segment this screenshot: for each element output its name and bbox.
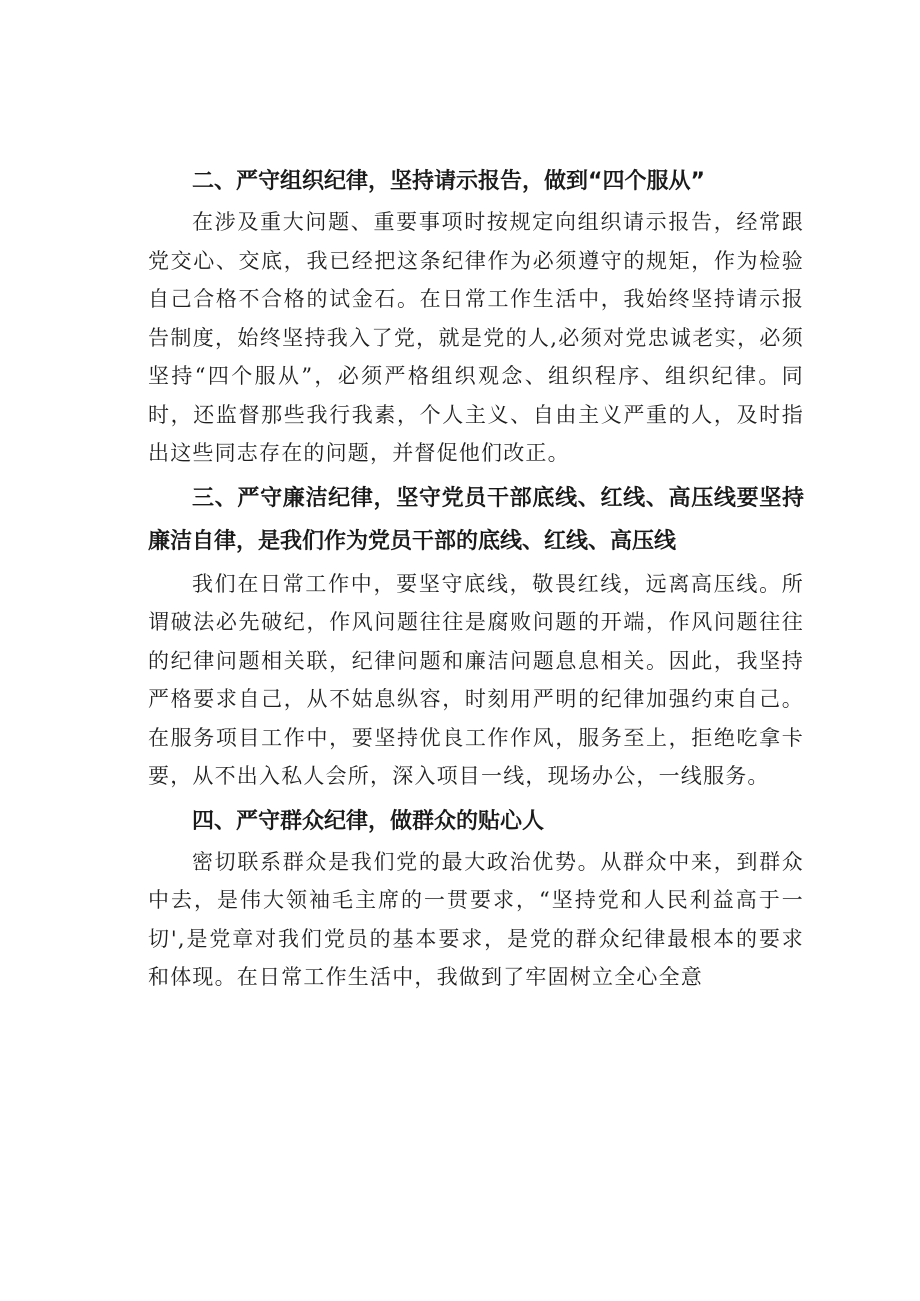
section-heading-mass-discipline: 四、严守群众纪律，做群众的贴心人 (192, 808, 545, 834)
section-heading-organization-discipline: 二、严守组织纪律，坚持请示报告，做到“四个服从” (192, 169, 705, 194)
section-paragraph-organization-discipline: 在涉及重大问题、重要事项时按规定向组织请示报告，经常跟党交心、交底，我已经把这条纪律作为必须遵守的规矩，作为检验自己合格不合格的试金石。在日常工作生活中，我始终坚持请示报告制度，始终坚持我入了党，就是党的人,必须对党忠诚老实，必须坚持“四个服从”，必须严格组织观念、组织程序、组织纪律。同时，还监督那些我行我素，个人主义、自由主义严重的人，及时指出这些同志存在的问题，并督促他们改正。 (148, 210, 804, 465)
section-heading-integrity-discipline: 三、严守廉洁纪律，坚守党员干部底线、红线、高压线要坚持廉洁自律，是我们作为党员干部的底线、红线、高压线 (148, 485, 804, 554)
section-paragraph-integrity-discipline: 我们在日常工作中，要坚守底线，敬畏红线，远离高压线。所谓破法必先破纪，作风问题往往是腐败问题的开端，作风问题往往的纪律问题相关联，纪律问题和廉洁问题息息相关。因此，我坚持严格要求自己，从不姑息纵容，时刻用严明的纪律加强约束自己。在服务项目工作中，要坚持优良工作作风，服务至上，拒绝吃拿卡要，从不出入私人会所，深入项目一线，现场办公，一线服务。 (148, 571, 804, 788)
section-paragraph-mass-discipline: 密切联系群众是我们党的最大政治优势。从群众中来，到群众中去，是伟大领袖毛主席的一贯要求，“坚持党和人民利益高于一切',是党章对我们党员的基本要求，是党的群众纪律最根本的要求和体现。在日常工作生活中，我做到了牢固树立全心全意 (148, 849, 804, 989)
document-body (148, 160, 804, 997)
